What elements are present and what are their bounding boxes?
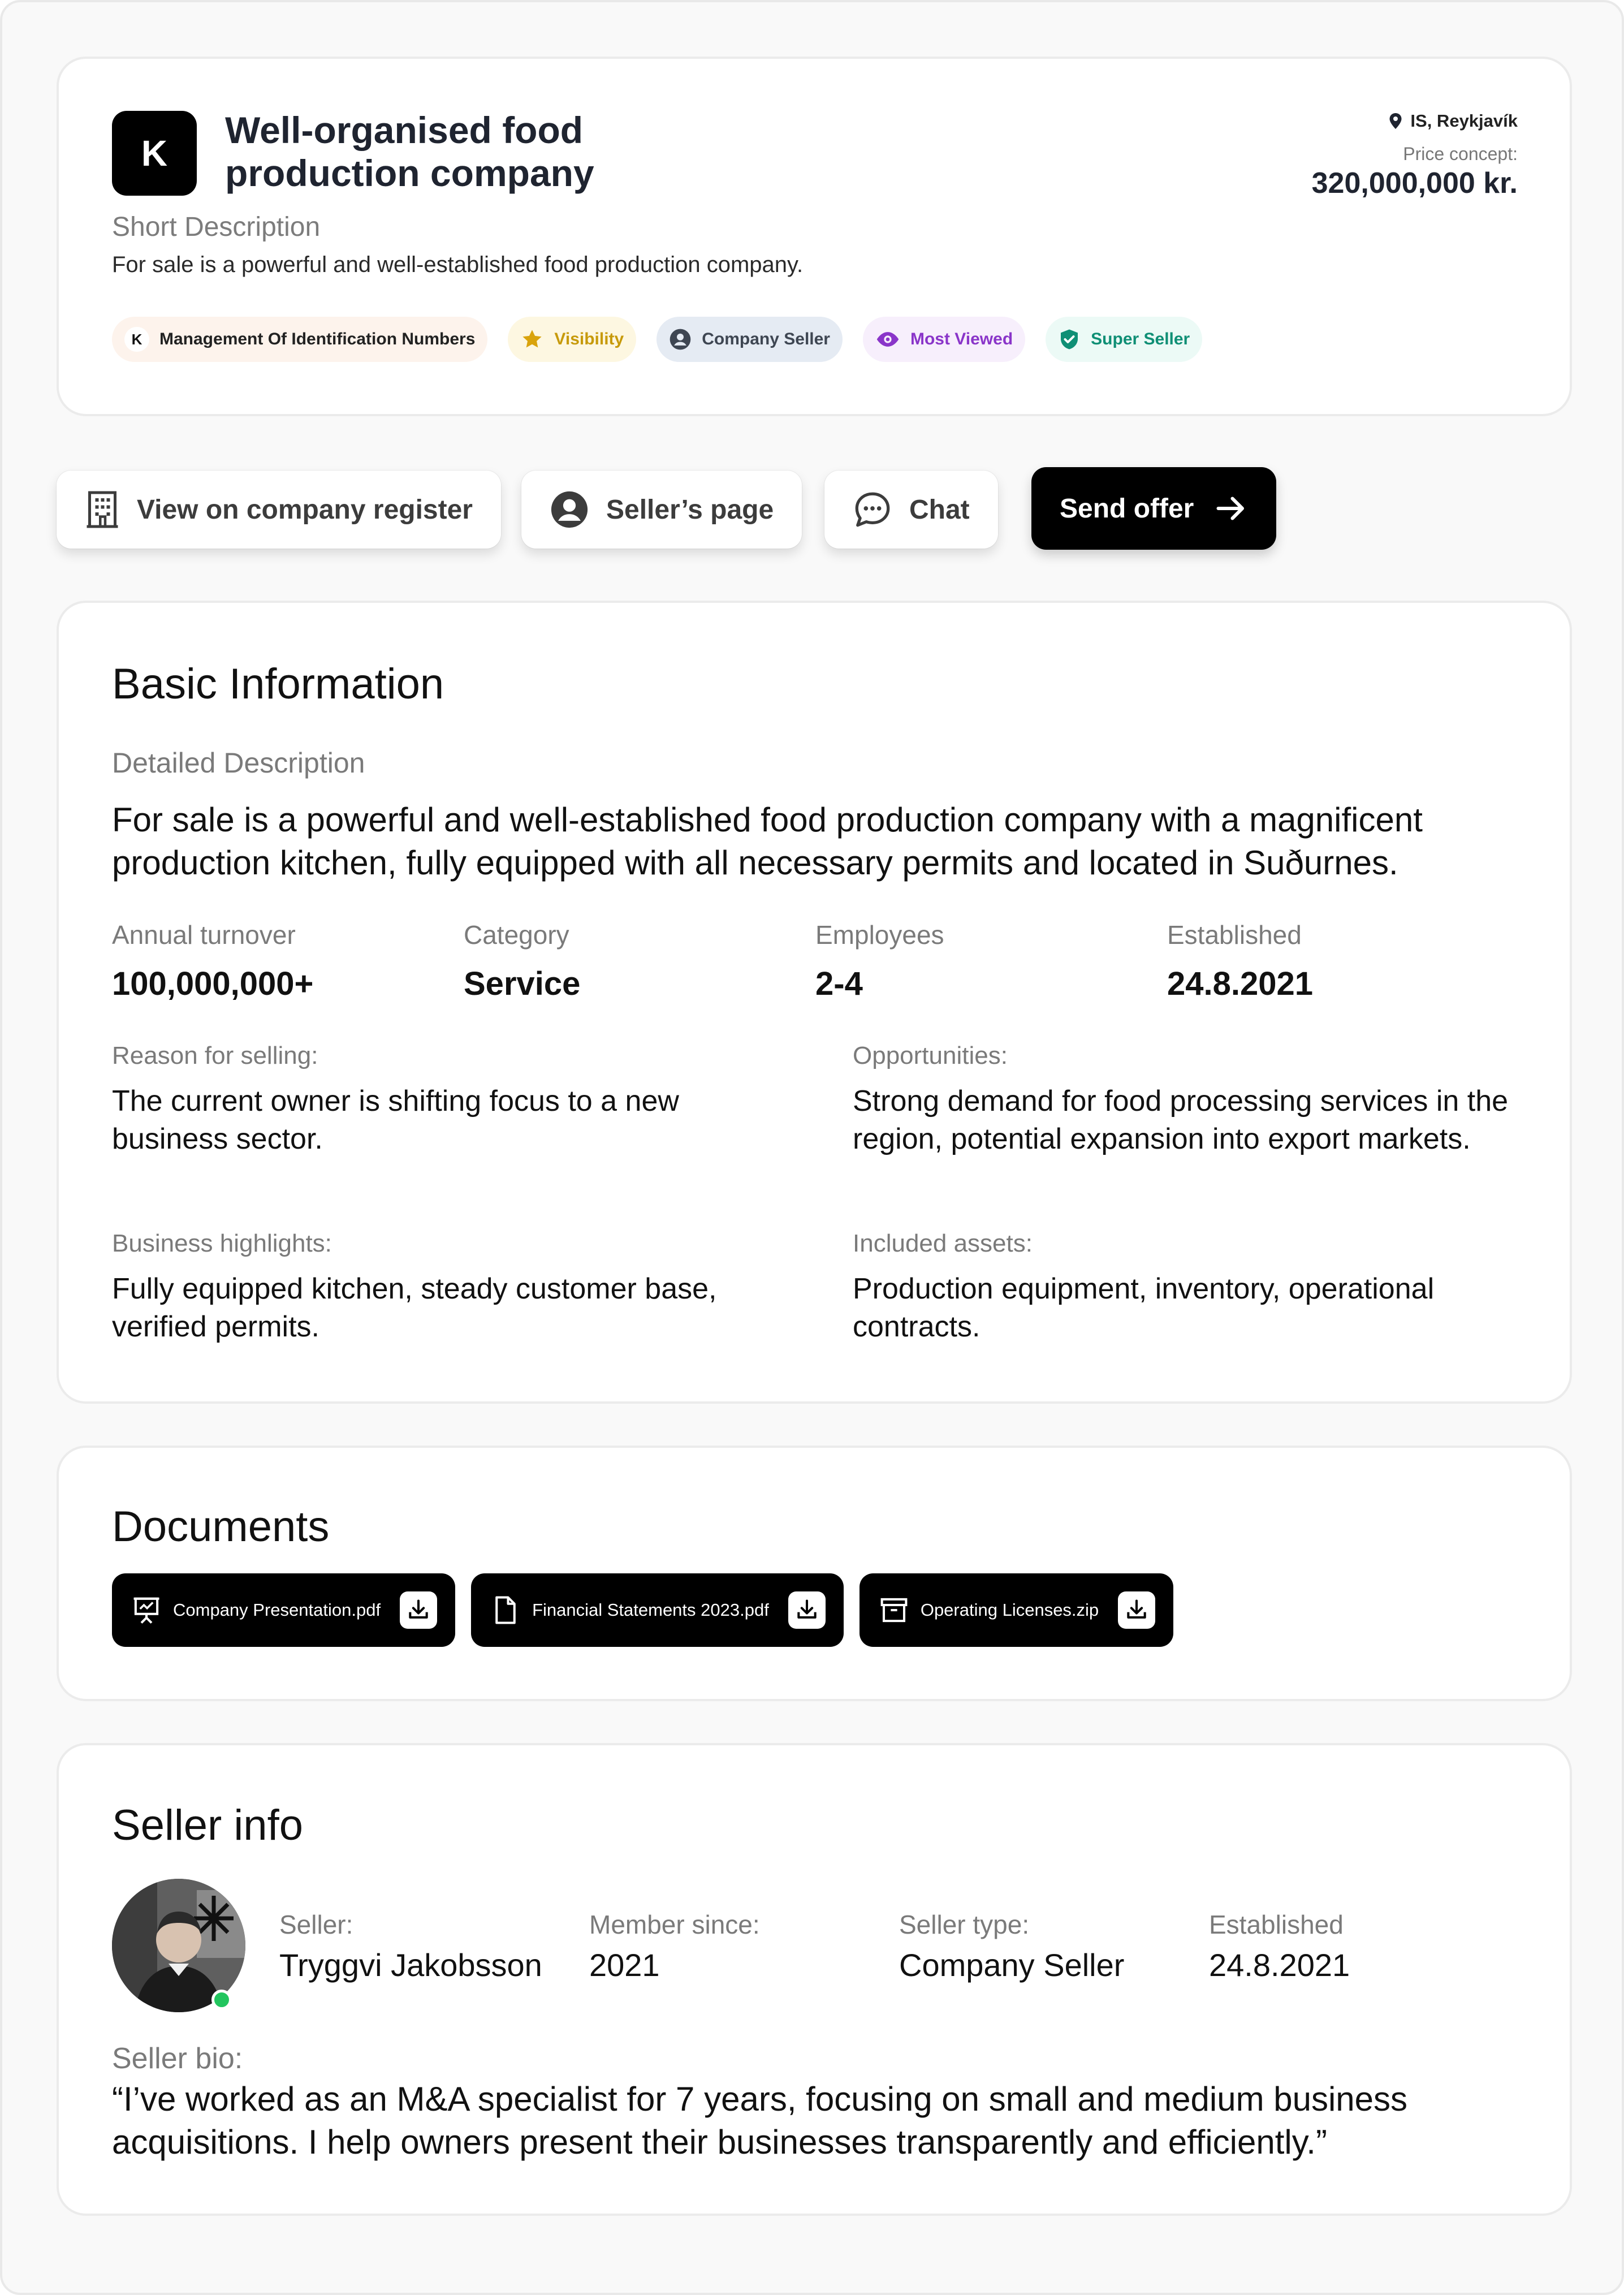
documents-card: [57, 1446, 1572, 1701]
company-logo: K: [112, 111, 197, 196]
badge-visibility: [508, 317, 636, 362]
member-since-value: 2021: [589, 1947, 660, 1983]
presentation-icon: [131, 1595, 162, 1625]
badge-label: Management Of Identification Numbers: [159, 330, 476, 348]
member-since-label: Member since:: [589, 1910, 760, 1939]
listing-title: Well-organised food production company: [225, 109, 594, 194]
document-item[interactable]: [859, 1573, 1173, 1647]
section-title: Basic Information: [112, 660, 444, 708]
stat-label-employees: Employees: [815, 920, 944, 950]
shield-check-icon: [1058, 328, 1081, 351]
opportunities-text: Strong demand for food processing services in the region, potential expansion into export markets.: [853, 1085, 1509, 1155]
send-offer-button[interactable]: [1031, 467, 1276, 550]
stat-value-annual-turnover: 100,000,000+: [112, 965, 314, 1002]
badge-label: Super Seller: [1091, 330, 1190, 348]
basic-information-card: [57, 601, 1572, 1404]
document-item[interactable]: [471, 1573, 844, 1647]
seller-info-card: [57, 1743, 1572, 2216]
stat-label-established: Established: [1167, 920, 1302, 950]
short-description-label: Short Description: [112, 212, 321, 242]
archive-icon: [879, 1595, 909, 1625]
button-label: Chat: [909, 494, 970, 525]
price-value: 320,000,000 kr.: [1311, 167, 1518, 200]
seller-established-value: 24.8.2021: [1209, 1947, 1350, 1983]
download-icon[interactable]: [400, 1591, 437, 1629]
user-circle-icon: [550, 490, 589, 529]
building-icon: [85, 490, 120, 529]
section-title: Seller info: [112, 1801, 303, 1849]
document-list: [112, 1573, 1173, 1647]
document-name: Company Presentation.pdf: [173, 1600, 381, 1620]
seller-type-value: Company Seller: [899, 1947, 1125, 1983]
document-name: Financial Statements 2023.pdf: [532, 1600, 769, 1620]
included-assets-text: Production equipment, inventory, operational contracts.: [853, 1272, 1435, 1343]
reason-for-selling-text: The current owner is shifting focus to a new business sector.: [112, 1085, 679, 1155]
document-name: Operating Licenses.zip: [920, 1600, 1099, 1620]
seller-established-label: Established: [1209, 1910, 1344, 1939]
section-title: Documents: [112, 1503, 330, 1551]
seller-bio-text: “I’ve worked as an M&A specialist for 7 years, focusing on small and medium business acquisitions. I help owners present their businesses transparently and efficiently.”: [112, 2080, 1408, 2161]
sellers-page-button[interactable]: [521, 471, 802, 549]
map-pin-icon: [1389, 113, 1402, 130]
business-highlights-label: Business highlights:: [112, 1230, 332, 1257]
download-icon[interactable]: [788, 1591, 826, 1629]
file-icon: [490, 1595, 521, 1625]
button-label: View on company register: [137, 494, 473, 525]
reason-for-selling-label: Reason for selling:: [112, 1042, 318, 1069]
button-label: Send offer: [1060, 493, 1194, 524]
stat-label-category: Category: [464, 920, 569, 950]
included-assets-label: Included assets:: [853, 1230, 1033, 1257]
eye-icon: [875, 327, 900, 352]
price-label: Price concept:: [1403, 144, 1518, 164]
chat-button[interactable]: [824, 471, 998, 549]
detailed-description-text: For sale is a powerful and well-established food production company with a magnificent production kitchen, fully equipped with all necessary permits and located in Suðurnes.: [112, 801, 1423, 882]
stat-label-annual-turnover: Annual turnover: [112, 920, 296, 950]
online-status-dot: [211, 1990, 232, 2010]
arrow-right-icon: [1214, 491, 1248, 525]
seller-name-label: Seller:: [279, 1910, 353, 1939]
badge-list: [112, 317, 1202, 362]
chat-bubble-icon: [853, 490, 892, 529]
badge-company-seller: [656, 317, 843, 362]
seller-type-label: Seller type:: [899, 1910, 1030, 1939]
stat-value-category: Service: [464, 965, 581, 1002]
listing-header-card: [57, 57, 1572, 416]
short-description-text: For sale is a powerful and well-established food production company.: [112, 252, 804, 277]
download-icon[interactable]: [1118, 1591, 1155, 1629]
stat-value-employees: 2-4: [815, 965, 863, 1002]
badge-most-viewed: [863, 317, 1025, 362]
badge-label: Most Viewed: [910, 330, 1013, 348]
location-text: IS, Reykjavík: [1410, 111, 1518, 131]
business-highlights-text: Fully equipped kitchen, steady customer base, verified permits.: [112, 1272, 717, 1343]
star-icon: [520, 327, 544, 351]
badge-label: Visibility: [554, 330, 624, 348]
user-circle-icon: [669, 328, 692, 351]
k-letter-icon: K: [124, 327, 149, 352]
button-label: Seller’s page: [606, 494, 774, 525]
detailed-description-label: Detailed Description: [112, 747, 365, 779]
badge-management-id: [112, 317, 487, 362]
stat-value-established: 24.8.2021: [1167, 965, 1314, 1002]
badge-super-seller: [1046, 317, 1202, 362]
badge-label: Company Seller: [702, 330, 830, 348]
location: [1389, 111, 1518, 131]
opportunities-label: Opportunities:: [853, 1042, 1008, 1069]
document-item[interactable]: [112, 1573, 455, 1647]
seller-bio-label: Seller bio:: [112, 2042, 243, 2075]
seller-name-value: Tryggvi Jakobsson: [279, 1947, 542, 1983]
view-company-register-button[interactable]: [57, 471, 501, 549]
